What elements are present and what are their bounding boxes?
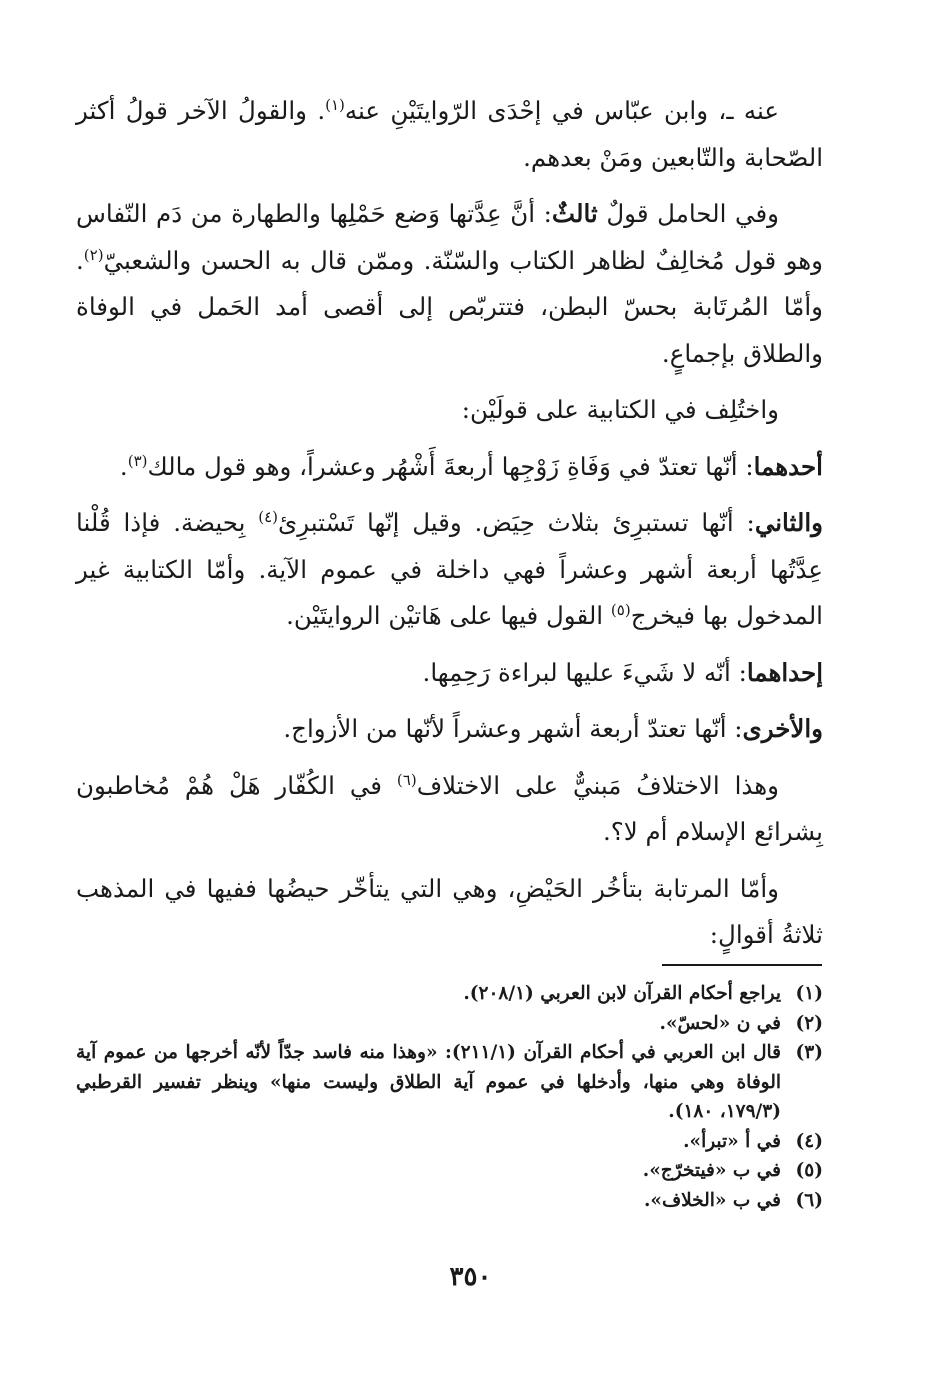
text-run: بِحيضة. فإذا قُلْنا عِدَّتُها أربعة أشهر وعشراً فهي داخلة في عموم الآية. وأمّا الكتابية غير المدخول بها فيخرج — [76, 508, 823, 630]
text-run: : أنّه لا شَيءَ عليها لبراءة رَحِمِها. — [422, 657, 747, 687]
footnote-number: (٥) — [795, 1160, 823, 1181]
footnotes — [76, 979, 823, 1215]
text-run: وهذا الاختلافُ مَبنيٌّ على الاختلاف — [416, 770, 779, 800]
paragraph-lead: أحدهما — [753, 451, 823, 481]
footnote-number: (١) — [795, 983, 823, 1004]
footnote-text: في ن «لحسّ». — [659, 1012, 781, 1034]
footnote-number: (٢) — [795, 1012, 823, 1034]
text-run: القول فيها على هَاتيْن الروايتَيْن. — [286, 601, 611, 630]
paragraph — [76, 706, 823, 753]
footnote-text: في أ «تبرأ». — [683, 1130, 781, 1152]
footnote-text: قال ابن العربي في أحكام القرآن (٢١١/١): «وهذا منه فاسد جدّاً لأنّه أخرجها من عموم آية الوفاة وهي منها، وأدخلها في عموم آية الطلاق وليست منها» وينظر تفسير القرطبي (١٧٩/٣، ١٨٠). — [76, 1042, 781, 1122]
paragraph — [76, 387, 823, 434]
footnote-text: في ب «فيتخرّج». — [642, 1160, 781, 1181]
emphasis-text: ثالثٌ — [551, 199, 598, 228]
footnote-reference: (٣) — [127, 451, 148, 470]
paragraph — [76, 866, 823, 959]
paragraph — [76, 763, 823, 856]
footnote-reference: (٥) — [610, 600, 631, 619]
page-number: ٣٥٠ — [449, 1262, 492, 1292]
text-run: وأمّا المرتابة بتأخُر الحَيْضِ، وهي التي يتأخّر حيضُها ففيها في المذهب ثلاثةُ أقوالٍ: — [76, 873, 823, 949]
footnote-separator — [662, 964, 822, 966]
text-run: : أنَّ عِدَّتها وَضع حَمْلِها والطهارة من دَم النّفاس وهو قول مُخالِفٌ لظاهر الكتاب والسّنّة. وممّن قال به الحسن والشعبيّ — [76, 199, 823, 275]
paragraph — [76, 88, 823, 181]
main-text — [76, 88, 823, 959]
footnote-item — [76, 1009, 823, 1039]
text-run: وفي الحامل قولٌ — [597, 199, 779, 228]
paragraph-lead: والأخرى — [742, 714, 823, 743]
footnote-number: (٣) — [795, 1042, 823, 1063]
footnote-item — [76, 979, 823, 1009]
footnote-reference: (١) — [325, 95, 345, 114]
text-run: : أنّها تعتدّ أربعة أشهر وعشراً لأنّها من الأزواج. — [283, 714, 743, 743]
text-run: عنه ـ، وابن عبّاس في إحْدَى الرّوايتَيْنِ عنه — [344, 96, 779, 125]
footnote-item — [76, 1156, 823, 1186]
paragraph-lead: والثاني — [754, 508, 824, 537]
footnote-number: (٦) — [795, 1189, 823, 1211]
text-run: : أنّها تعتدّ في وَفَاةِ زَوْجِها أربعةَ أَشْهُر وعشراً، وهو قول مالك — [147, 451, 754, 481]
footnote-reference: (٤) — [258, 507, 279, 526]
text-run: . والقولُ الآخر قولُ أكثر الصّحابة والتّابعين ومَنْ بعدهم. — [76, 96, 823, 172]
text-run: . وأمّا المُرتَابة بحسّ البطن، فتتربّص إلى أقصى أمد الحَمل في الوفاة والطلاق بإجماعٍ. — [76, 245, 823, 368]
footnote-item — [76, 1127, 823, 1157]
footnote-reference: (٦) — [396, 770, 417, 789]
footnote-item — [76, 1038, 823, 1127]
footnote-reference: (٢) — [83, 245, 104, 264]
text-run: في الكُفّار هَلْ هُمْ مُخاطبون بِشرائع الإسلام أم لا؟. — [76, 770, 823, 846]
paragraph — [76, 191, 823, 377]
footnote-text: يراجع أحكام القرآن لابن العربي (٢٠٨/١). — [463, 983, 781, 1004]
text-run: . — [119, 451, 128, 481]
footnote-text: في ب «الخلاف». — [643, 1189, 781, 1211]
text-run: واختُلِف في الكتابية على قولَيْن: — [461, 395, 779, 424]
footnote-item — [76, 1186, 823, 1216]
paragraph — [76, 650, 823, 697]
paragraph — [76, 444, 823, 491]
footnote-number: (٤) — [795, 1130, 823, 1152]
paragraph-lead: إحداهما — [746, 657, 823, 687]
text-run: : أنّها تستبرِئ بثلاث حِيَض. وقيل إنّها تَسْتبرِئ — [278, 508, 755, 537]
paragraph — [76, 500, 823, 640]
